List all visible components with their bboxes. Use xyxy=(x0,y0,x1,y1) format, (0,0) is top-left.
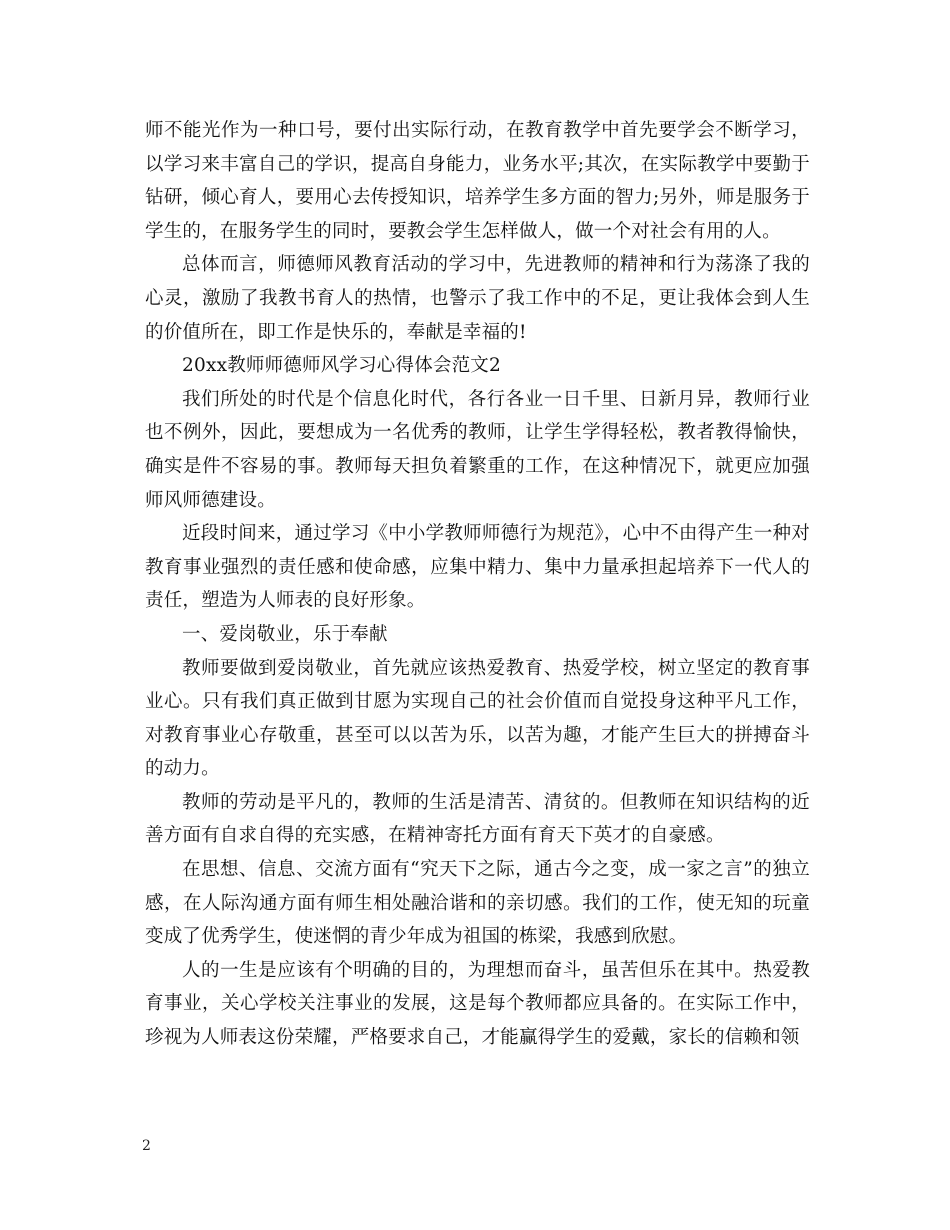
paragraph-8: 教师的劳动是平凡的，教师的生活是清苦、清贫的。但教师在知识结构的近善方面有自求自得的充实感，在精神寄托方面有育天下英才的自豪感。 xyxy=(145,791,810,847)
paragraph-10: 人的一生是应该有个明确的目的，为理想而奋斗，虽苦但乐在其中。热爱教育事业，关心学校关注事业的发展，这是每个教师都应具备的。在实际工作中，珍视为人师表这份荣耀，严格要求自己，才能赢得学生的爱戴，家长的信赖和领 xyxy=(145,959,810,1049)
paragraph-7: 教师要做到爱岗敬业，首先就应该热爱教育、热爱学校，树立坚定的教育事业心。只有我们真正做到甘愿为实现自己的社会价值而自觉投身这种平凡工作，对教育事业心存敬重，甚至可以以苦为乐，以苦为趣，才能产生巨大的拼搏奋斗的动力。 xyxy=(145,657,810,780)
page-number: 2 xyxy=(142,1138,151,1154)
body-text xyxy=(145,114,810,1055)
subheading-1: 一、爱岗敬业，乐于奉献 xyxy=(182,623,388,645)
section-title: 20xx教师师德师风学习心得体会范文2 xyxy=(182,355,501,377)
paragraph-9: 在思想、信息、交流方面有“究天下之际，通古今之变，成一家之言”的独立感，在人际沟通方面有师生相处融洽谐和的亲切感。我们的工作，使无知的玩童变成了优秀学生，使迷惘的青少年成为祖国的栋梁，我感到欣慰。 xyxy=(145,859,810,948)
paragraph-1: 师不能光作为一种口号，要付出实际行动，在教育教学中首先要学会不断学习，以学习来丰富自己的学识，提高自身能力，业务水平;其次，在实际教学中要勤于钻研，倾心育人，要用心去传授知识，培养学生多方面的智力;另外，师是服务于学生的，在服务学生的同时，要教会学生怎样做人，做一个对社会有用的人。 xyxy=(145,120,810,242)
paragraph-2: 总体而言，师德师风教育活动的学习中，先进教师的精神和行为荡涤了我的心灵，激励了我教书育人的热情，也警示了我工作中的不足，更让我体会到人生的价值所在，即工作是快乐的，奉献是幸福的! xyxy=(145,254,810,343)
paragraph-4: 我们所处的时代是个信息化时代，各行各业一日千里、日新月异，教师行业也不例外，因此，要想成为一名优秀的教师，让学生学得轻松，教者教得愉快，确实是件不容易的事。教师每天担负着繁重的工作，在这种情况下，就更应加强师风师德建设。 xyxy=(145,388,810,511)
paragraph-5: 近段时间来，通过学习《中小学教师师德行为规范》，心中不由得产生一种对教育事业强烈的责任感和使命感，应集中精力、集中力量承担起培养下一代人的责任，塑造为人师表的良好形象。 xyxy=(145,523,810,612)
